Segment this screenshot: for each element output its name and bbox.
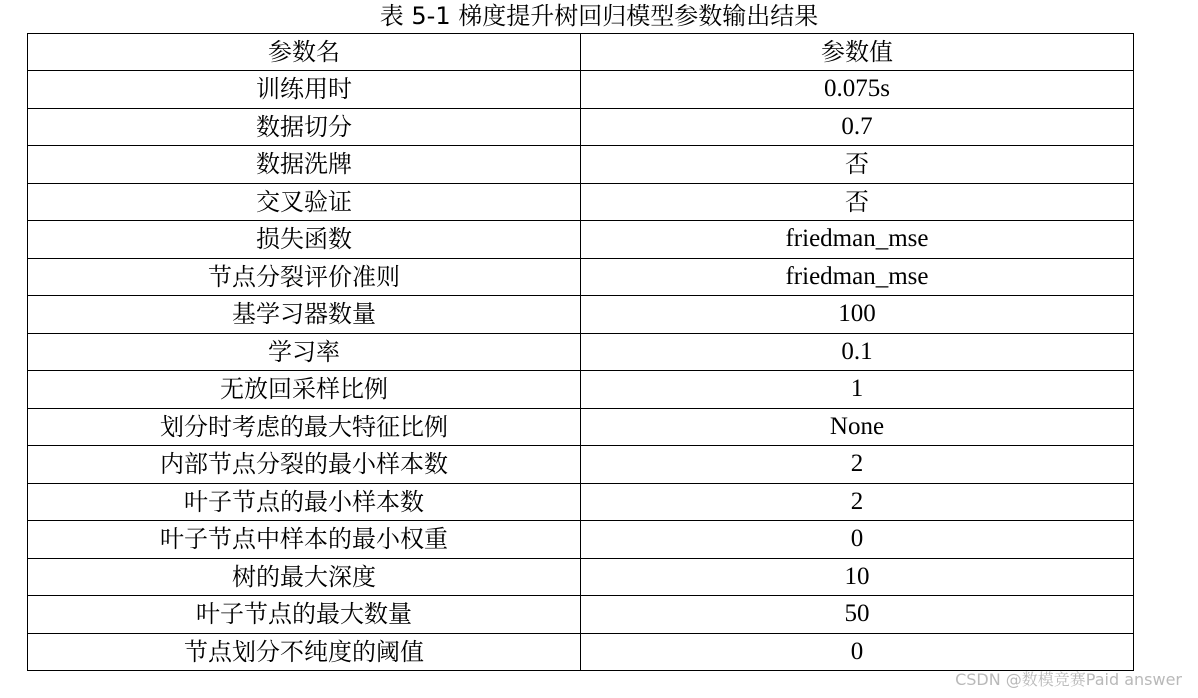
table-row [28,146,1134,184]
param-value-cell: 0 [581,521,1134,559]
param-name-cell: 学习率 [28,333,581,371]
param-value-cell: 1 [581,371,1134,409]
param-name-cell: 节点分裂评价准则 [28,258,581,296]
param-value-cell: friedman_mse [581,258,1134,296]
param-value-cell: 2 [581,483,1134,521]
param-name-cell: 叶子节点的最大数量 [28,596,581,634]
header-param-name: 参数名 [28,34,581,71]
param-name-cell: 叶子节点的最小样本数 [28,483,581,521]
param-value-cell: 10 [581,558,1134,596]
table-header-row [28,34,1134,71]
param-value-cell: 否 [581,183,1134,221]
param-name-cell: 损失函数 [28,221,581,259]
table-row [28,108,1134,146]
param-value-cell: 100 [581,296,1134,334]
param-value-cell: 否 [581,146,1134,184]
param-name-cell: 基学习器数量 [28,296,581,334]
table-row [28,558,1134,596]
table-row [28,221,1134,259]
table-row [28,483,1134,521]
param-value-cell: 0.1 [581,333,1134,371]
param-name-cell: 数据切分 [28,108,581,146]
param-value-cell: 50 [581,596,1134,634]
watermark: CSDN @数模竞赛Paid answer [955,670,1182,689]
param-name-cell: 划分时考虑的最大特征比例 [28,408,581,446]
param-value-cell: 0 [581,633,1134,671]
param-name-cell: 训练用时 [28,71,581,109]
table-row [28,71,1134,109]
table-row [28,633,1134,671]
param-value-cell: None [581,408,1134,446]
table-row [28,408,1134,446]
param-value-cell: 0.7 [581,108,1134,146]
param-name-cell: 叶子节点中样本的最小权重 [28,521,581,559]
table-row [28,596,1134,634]
table-row [28,296,1134,334]
param-value-cell: 0.075s [581,71,1134,109]
param-name-cell: 无放回采样比例 [28,371,581,409]
param-name-cell: 内部节点分裂的最小样本数 [28,446,581,484]
table-row [28,521,1134,559]
param-value-cell: 2 [581,446,1134,484]
param-value-cell: friedman_mse [581,221,1134,259]
table-caption: 表 5-1 梯度提升树回归模型参数输出结果 [379,2,819,30]
parameter-table [27,33,1134,671]
table-row [28,371,1134,409]
table-row [28,183,1134,221]
param-name-cell: 节点划分不纯度的阈值 [28,633,581,671]
table-row [28,446,1134,484]
param-name-cell: 树的最大深度 [28,558,581,596]
param-name-cell: 交叉验证 [28,183,581,221]
table-row [28,258,1134,296]
header-param-value: 参数值 [581,34,1134,71]
param-name-cell: 数据洗牌 [28,146,581,184]
table-row [28,333,1134,371]
